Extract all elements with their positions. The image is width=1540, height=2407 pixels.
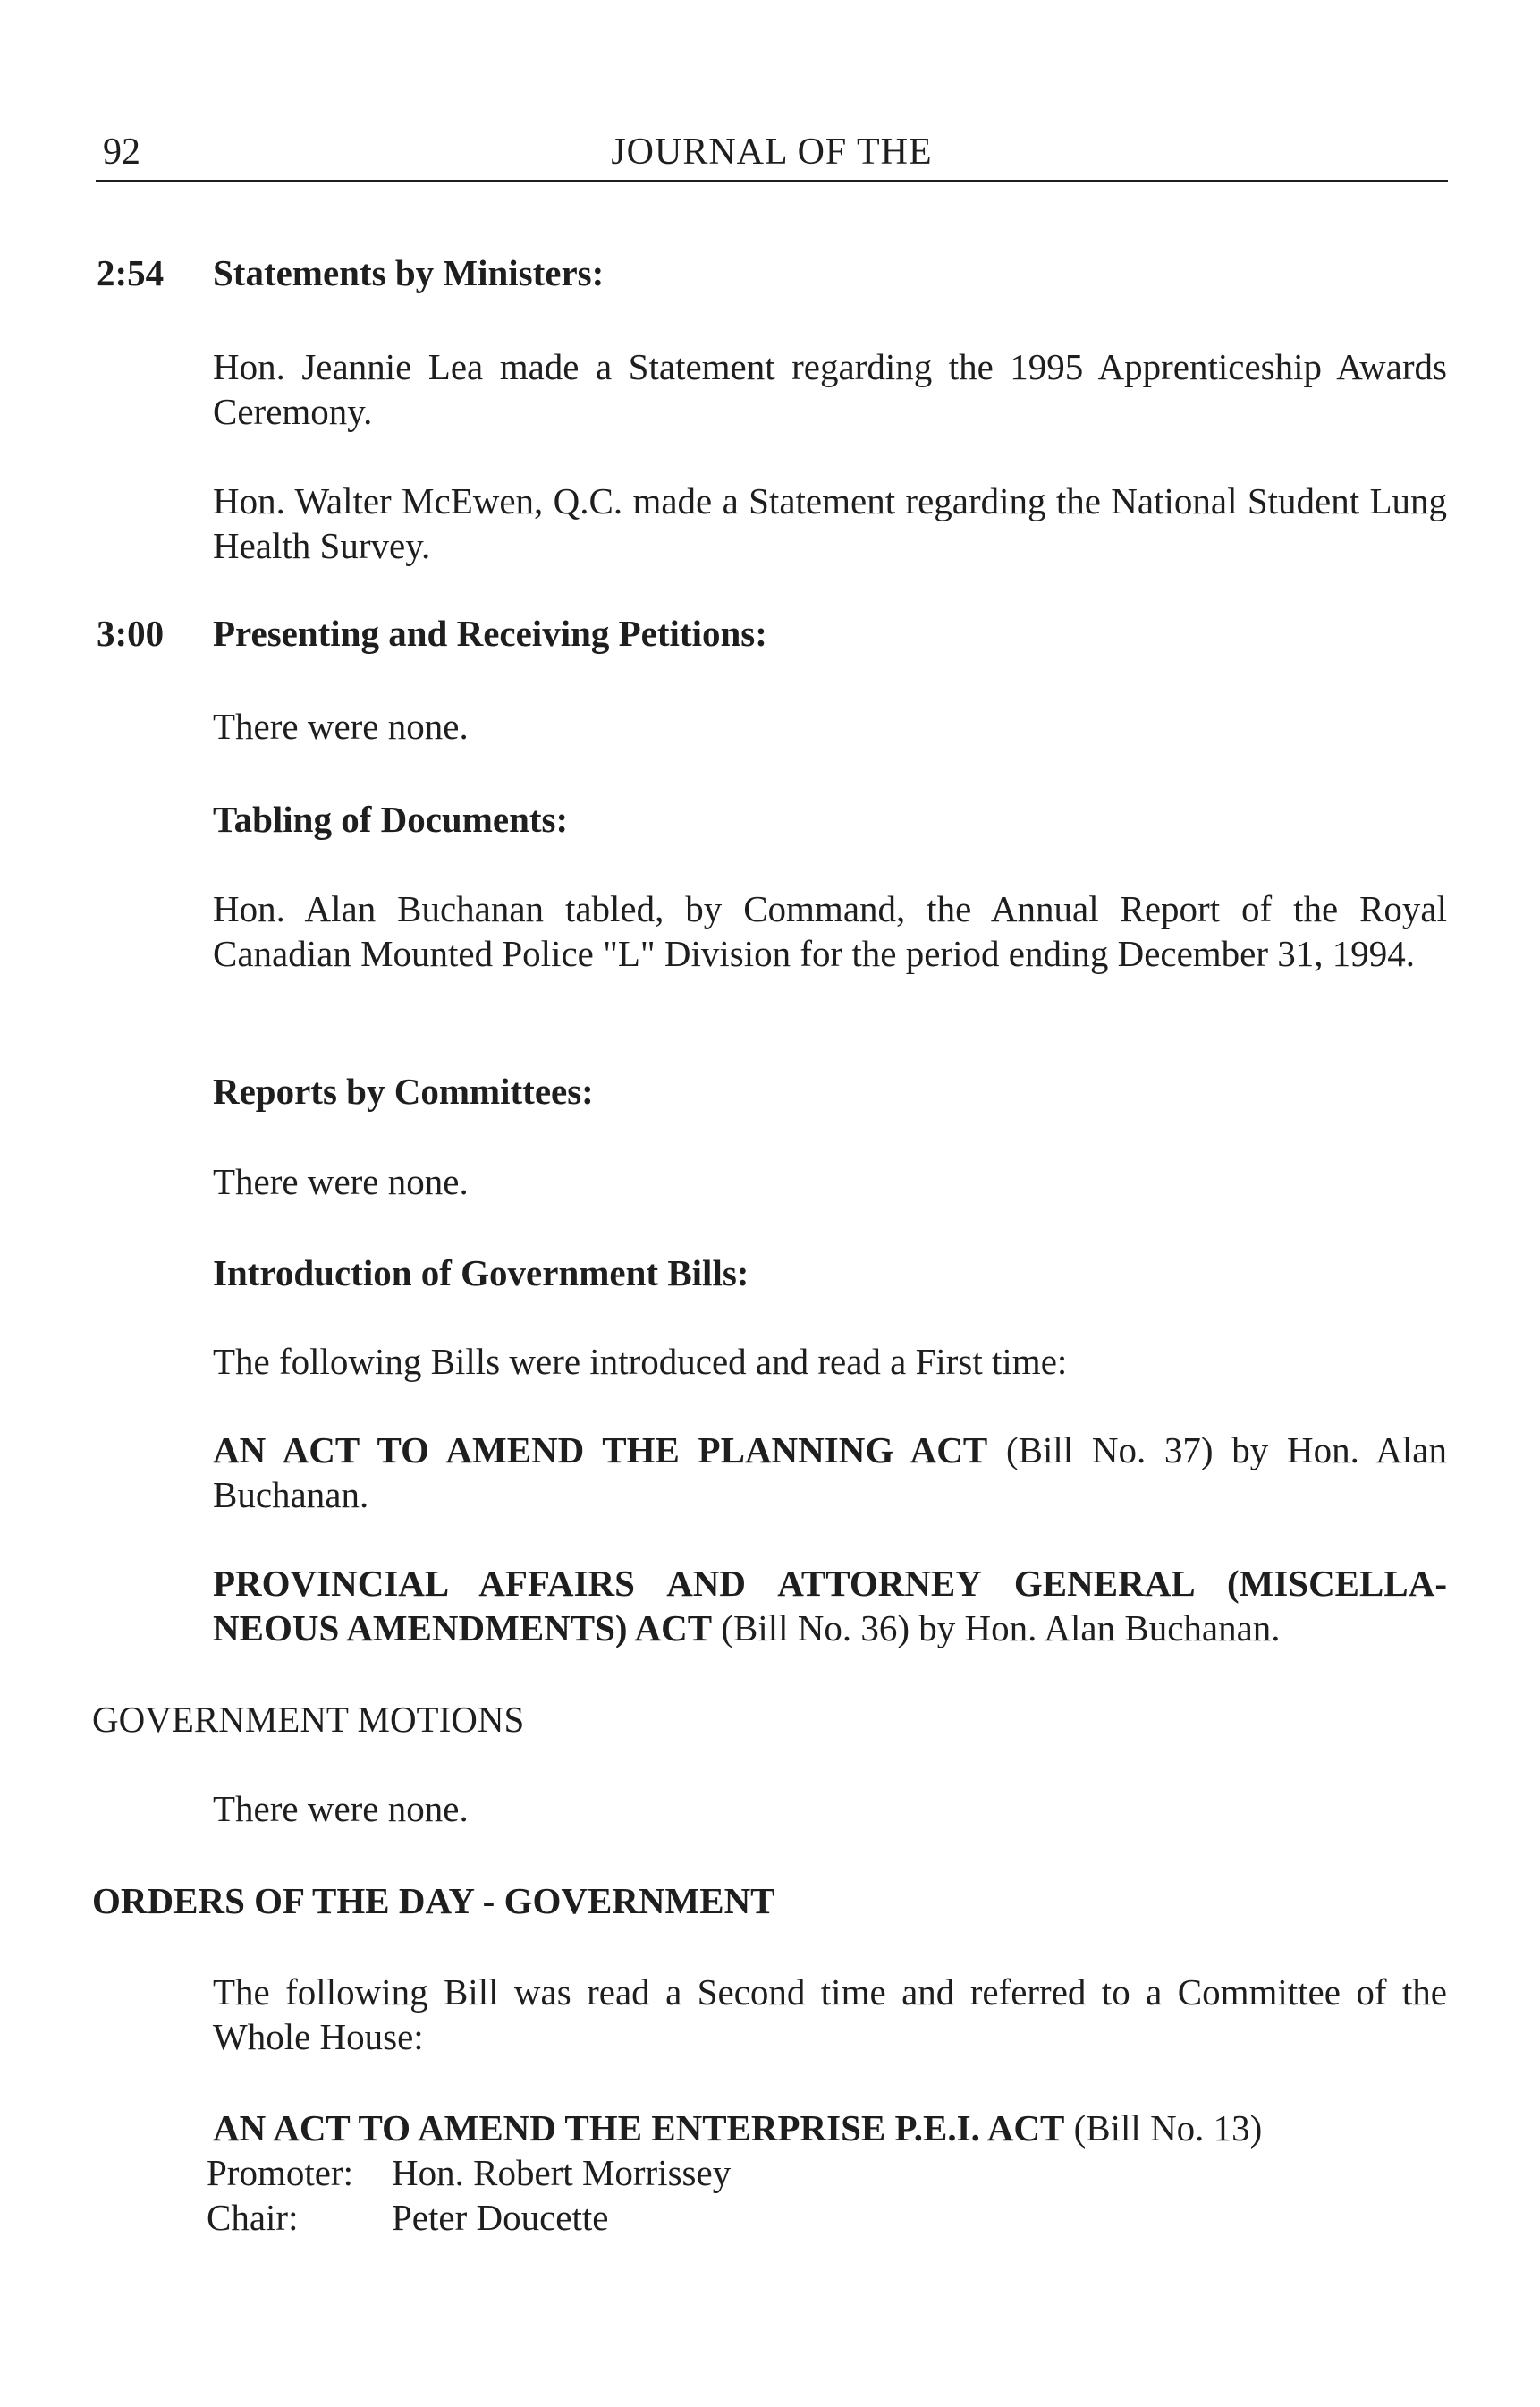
paragraph-statement-lea: Hon. Jeannie Lea made a Statement regarding the 1995 Apprenticeship Awards Ceremony. [213,346,1447,432]
paragraph-petitions-none: There were none. [213,706,469,747]
bill-details: (Bill No. 13) [1064,2107,1263,2149]
section-orders-of-the-day: ORDERS OF THE DAY - GOVERNMENT [92,1880,775,1921]
heading-reports-by-committees: Reports by Committees: [213,1071,594,1112]
header-rule [96,180,1448,182]
heading-government-bills: Introduction of Government Bills: [213,1252,749,1293]
chair-label: Chair: [207,2197,299,2238]
bill-entry-provincial-affairs [213,1561,1447,1650]
chair-row [207,2195,608,2240]
page-header [96,125,1448,186]
section-government-motions: GOVERNMENT MOTIONS [92,1699,525,1740]
running-title: JOURNAL OF THE [611,131,933,173]
bill-title: AN ACT TO AMEND THE PLANNING ACT [213,1429,988,1470]
heading-statements-by-ministers: Statements by Ministers: [213,252,605,293]
heading-petitions: Presenting and Receiving Petitions: [213,613,767,654]
paragraph-committees-none: There were none. [213,1161,469,1202]
bill-entry-enterprise-pei [213,2106,1447,2150]
bill-title: AN ACT TO AMEND THE ENTERPRISE P.E.I. ACT [213,2107,1065,2149]
paragraph-statement-mcewen: Hon. Walter McEwen, Q.C. made a Statement regarding the National Student Lung Health Survey. [213,480,1447,566]
heading-tabling-of-documents: Tabling of Documents: [213,799,569,840]
promoter-value: Hon. Robert Morrissey [392,2152,732,2193]
paragraph-motions-none: There were none. [213,1788,469,1829]
page-number: 92 [103,131,140,173]
bill-details: (Bill No. 36) by Hon. Alan Buchanan. [712,1607,1281,1648]
paragraph-second-reading: The following Bill was read a Second time and referred to a Committee of the Whole House: [213,1971,1447,2057]
bill-details: (Bill No. 37) by Hon. Alan Buchanan. [213,1429,1448,1515]
paragraph-tabling-buchanan: Hon. Alan Buchanan tabled, by Command, the Annual Report of the Royal Canadian Mounted Police "L" Division for the period ending December 31, 1994. [213,888,1447,974]
promoter-row [207,2150,731,2195]
chair-value: Peter Doucette [392,2197,609,2238]
bill-title: PROVINCIAL AFFAIRS AND ATTORNEY GENERAL (MISCELLA-NEOUS AMENDMENTS) ACT [213,1563,1447,1648]
time-stamp-254: 2:54 [97,252,165,293]
bill-entry-planning-act [213,1428,1447,1517]
paragraph-bills-intro: The following Bills were introduced and read a First time: [213,1341,1068,1382]
promoter-label: Promoter: [207,2152,353,2193]
time-stamp-300: 3:00 [97,613,165,654]
